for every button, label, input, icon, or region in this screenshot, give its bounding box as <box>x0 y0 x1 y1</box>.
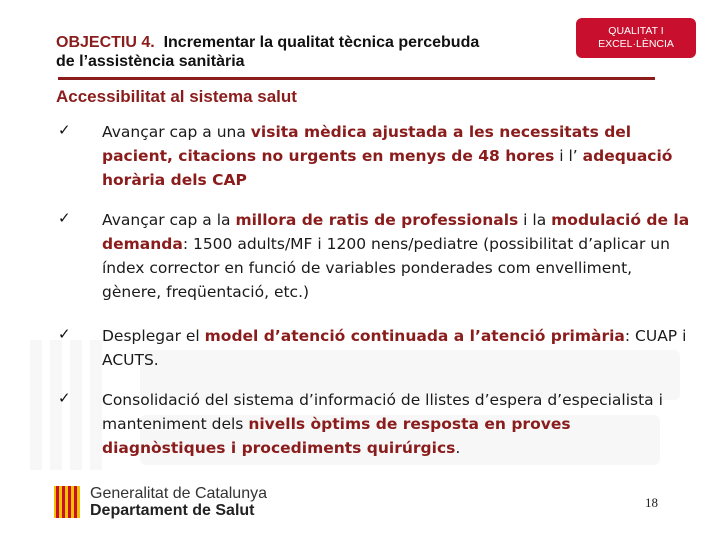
org-line1: Generalitat de Catalunya <box>90 485 267 502</box>
bullet-highlight: model d’atenció continuada a l’atenció primària <box>204 327 625 345</box>
check-icon: ✓ <box>58 121 71 139</box>
bullet-plain: : 1500 adults/MF i 1200 nens/pediatre (possibilitat d’aplicar un índex corrector en funció de variables ponderades com envelliment, gènere, freqüentació, etc.) <box>102 235 670 301</box>
bullet-text <box>102 208 692 304</box>
bullet-plain: Desplegar el <box>102 327 205 345</box>
badge-line1: QUALITAT I <box>608 25 664 37</box>
bullet-plain: Avançar cap a la <box>102 211 236 229</box>
bullet-text <box>102 324 692 372</box>
quality-badge <box>576 18 696 58</box>
bullet-text <box>102 388 692 460</box>
bullet-highlight: visita mèdica ajustada a les necessitats del pacient, citacions no urgents en menys de 48 hores <box>102 123 632 165</box>
check-icon: ✓ <box>58 389 71 407</box>
check-icon: ✓ <box>58 209 71 227</box>
bullet-highlight: adequació horària dels CAP <box>102 147 673 189</box>
objective-line2: de l’assistència sanitària <box>56 53 245 70</box>
bullet-plain: Avançar cap a una <box>102 123 251 141</box>
page-number: 18 <box>645 495 658 510</box>
bullet-plain: . <box>455 439 461 457</box>
bullet-highlight: nivells òptims de resposta en proves diagnòstiques i procediments quirúrgics <box>102 415 571 457</box>
bullet-highlight: millora de ratis de professionals <box>235 211 519 229</box>
bullet-plain: : CUAP i ACUTS. <box>102 327 687 369</box>
bullet-plain: i la <box>518 211 552 229</box>
footer-organization <box>90 485 267 519</box>
bullet-plain: Consolidació del sistema d’informació de llistes d’espera d’especialista i manteniment dels <box>102 391 663 433</box>
objective-heading <box>56 33 556 71</box>
header-divider <box>58 77 655 80</box>
check-icon: ✓ <box>58 325 71 343</box>
generalitat-logo-icon <box>54 486 80 518</box>
org-line2: Departament de Salut <box>90 502 255 519</box>
bullet-text <box>102 120 692 192</box>
section-title: Accessibilitat al sistema salut <box>56 87 297 106</box>
bullet-highlight: modulació de la demanda <box>102 211 690 253</box>
objective-line1: Incrementar la qualitat tècnica percebuda <box>163 34 480 51</box>
objective-label: OBJECTIU 4. <box>56 34 155 51</box>
bullet-plain: i l’ <box>554 147 583 165</box>
badge-line2: EXCEL·LÈNCIA <box>598 38 674 50</box>
